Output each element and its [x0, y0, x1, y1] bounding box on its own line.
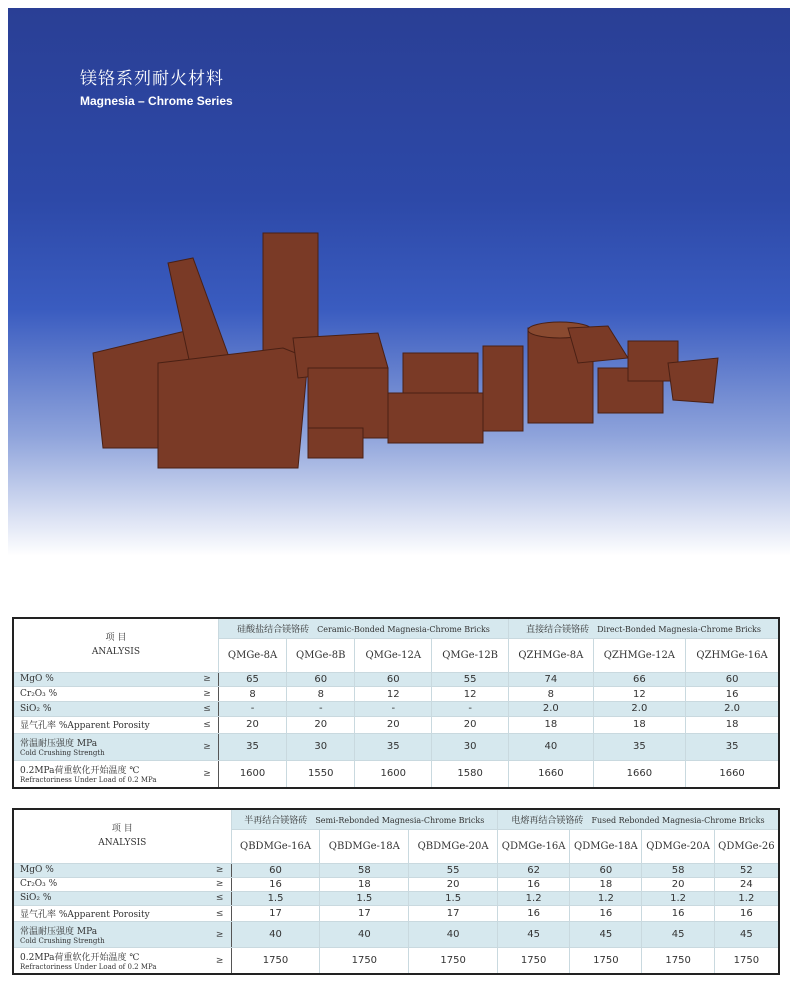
table-cell: 35 — [686, 733, 779, 760]
table-cell: 35 — [355, 733, 432, 760]
hero-banner — [8, 8, 790, 556]
row-comparator: ≥ — [196, 672, 219, 687]
row-label-text: SiO₂ % — [20, 703, 52, 714]
table-cell: 24 — [714, 877, 779, 891]
row-label-text: 显气孔率 %Apparent Porosity — [20, 721, 150, 732]
table-cell: 1750 — [570, 948, 642, 974]
table-row — [13, 891, 779, 905]
group-header — [218, 618, 508, 638]
model-header: QMGe-12A — [355, 638, 432, 672]
table-cell: 12 — [432, 687, 509, 702]
table-cell: 74 — [509, 672, 593, 687]
table-cell: 16 — [686, 687, 779, 702]
table-cell: 1.5 — [320, 891, 409, 905]
table-cell: 18 — [320, 877, 409, 891]
hero-title: 镁铬系列耐火材料 — [80, 69, 224, 89]
table-cell: 40 — [409, 922, 498, 948]
row-comparator: ≤ — [209, 905, 232, 921]
model-header: QBDMGe-16A — [231, 829, 320, 863]
row-comparator: ≥ — [209, 948, 232, 974]
row-label-text: Cr₂O₃ % — [20, 879, 58, 890]
row-label — [13, 863, 209, 877]
table-cell: 55 — [409, 863, 498, 877]
table-cell: 17 — [320, 905, 409, 921]
row-comparator: ≤ — [209, 891, 232, 905]
table-cell: 18 — [593, 716, 686, 733]
table-row — [13, 905, 779, 921]
table-row — [13, 716, 779, 733]
table-cell: 17 — [409, 905, 498, 921]
table-cell: 58 — [642, 863, 714, 877]
group-title-cn: 半再结合镁铬砖 — [244, 815, 308, 826]
analysis-header — [13, 618, 218, 672]
table-cell: 2.0 — [509, 701, 593, 716]
table-row — [13, 922, 779, 948]
row-label-en: Refractoriness Under Load of 0.2 MPa — [20, 963, 157, 972]
row-label-text: 0.2MPa荷重软化开始温度 ℃ — [20, 766, 140, 777]
table-cell: 60 — [231, 863, 320, 877]
table-cell: 20 — [642, 877, 714, 891]
model-header: QDMGe-26 — [714, 829, 779, 863]
group-title-cn: 电熔再结合镁铬砖 — [511, 815, 584, 826]
row-label — [13, 687, 196, 702]
table-cell: 16 — [570, 905, 642, 921]
row-label — [13, 891, 209, 905]
table-cell: - — [355, 701, 432, 716]
table-cell: 1750 — [231, 948, 320, 974]
group-title-en: Direct-Bonded Magnesia-Chrome Bricks — [597, 624, 761, 634]
row-label-text: 常温耐压强度 MPa — [20, 927, 98, 938]
model-header: QMGe-8A — [218, 638, 286, 672]
model-header: QMGe-12B — [432, 638, 509, 672]
table-cell: 45 — [642, 922, 714, 948]
model-header: QZHMGe-16A — [686, 638, 779, 672]
row-label-text: MgO % — [20, 674, 54, 685]
table-cell: 1.2 — [642, 891, 714, 905]
table-cell: 18 — [686, 716, 779, 733]
model-header: QZHMGe-8A — [509, 638, 593, 672]
table-cell: 35 — [218, 733, 286, 760]
table-row — [13, 877, 779, 891]
analysis-cn: 项 目 — [105, 633, 127, 644]
table-cell: 12 — [593, 687, 686, 702]
table-cell: 55 — [432, 672, 509, 687]
table-cell: 20 — [218, 716, 286, 733]
table-cell: 1660 — [593, 760, 686, 788]
table-cell: 1750 — [320, 948, 409, 974]
group-header — [231, 809, 497, 829]
table-cell: 1580 — [432, 760, 509, 788]
analysis-header — [13, 809, 231, 863]
row-comparator: ≥ — [196, 733, 219, 760]
table-cell: 1.2 — [570, 891, 642, 905]
hero-subtitle: Magnesia – Chrome Series — [80, 94, 233, 108]
row-comparator: ≥ — [209, 863, 232, 877]
row-label — [13, 716, 196, 733]
table-cell: 30 — [432, 733, 509, 760]
group-title-cn: 直接结合镁铬砖 — [526, 624, 590, 635]
group-title-en: Ceramic-Bonded Magnesia-Chrome Bricks — [317, 624, 490, 634]
row-label-en: Refractoriness Under Load of 0.2 MPa — [20, 776, 157, 785]
table-cell: - — [287, 701, 355, 716]
table-cell: 40 — [320, 922, 409, 948]
row-label-text: MgO % — [20, 865, 54, 876]
table-cell: 16 — [498, 905, 570, 921]
table-cell: 20 — [355, 716, 432, 733]
row-label-text: 显气孔率 %Apparent Porosity — [20, 910, 150, 920]
table-cell: 1.2 — [714, 891, 779, 905]
analysis-cn: 项 目 — [111, 824, 133, 835]
table-cell: 1600 — [218, 760, 286, 788]
table-row — [13, 760, 779, 788]
row-label-en: Cold Crushing Strength — [20, 937, 105, 946]
model-header: QBDMGe-20A — [409, 829, 498, 863]
table-cell: 45 — [570, 922, 642, 948]
table-row — [13, 733, 779, 760]
table-cell: 16 — [498, 877, 570, 891]
table-cell: 60 — [287, 672, 355, 687]
table-cell: 1660 — [509, 760, 593, 788]
table-cell: 1.2 — [498, 891, 570, 905]
table-row — [13, 948, 779, 974]
table-cell: 2.0 — [686, 701, 779, 716]
row-comparator: ≥ — [196, 760, 219, 788]
table-cell: 1600 — [355, 760, 432, 788]
row-label — [13, 701, 196, 716]
table-cell: 1750 — [409, 948, 498, 974]
table-cell: 30 — [287, 733, 355, 760]
row-label-text: Cr₂O₃ % — [20, 689, 58, 700]
group-title-en: Semi-Rebonded Magnesia-Chrome Bricks — [315, 815, 485, 825]
table-cell: 60 — [355, 672, 432, 687]
group-title-en: Fused Rebonded Magnesia-Chrome Bricks — [591, 815, 765, 825]
table-cell: 45 — [498, 922, 570, 948]
row-label — [13, 760, 196, 788]
table-row — [13, 701, 779, 716]
table-cell: 8 — [218, 687, 286, 702]
row-comparator: ≥ — [209, 922, 232, 948]
table-cell: 8 — [287, 687, 355, 702]
row-label-text: 0.2MPa荷重软化开始温度 ℃ — [20, 953, 140, 964]
row-label — [13, 877, 209, 891]
table-cell: 1660 — [686, 760, 779, 788]
table-cell: 62 — [498, 863, 570, 877]
table-cell: 40 — [231, 922, 320, 948]
table-cell: 66 — [593, 672, 686, 687]
row-label — [13, 672, 196, 687]
row-label-en: Cold Crushing Strength — [20, 749, 105, 758]
table-row — [13, 863, 779, 877]
row-label-text: SiO₂ % — [20, 893, 52, 904]
table-cell: 16 — [642, 905, 714, 921]
table-cell: 1.5 — [409, 891, 498, 905]
model-header: QZHMGe-12A — [593, 638, 686, 672]
row-label — [13, 905, 209, 921]
table-cell: 20 — [432, 716, 509, 733]
table-cell: 45 — [714, 922, 779, 948]
model-header: QDMGe-16A — [498, 829, 570, 863]
table-cell: 1550 — [287, 760, 355, 788]
table-cell: 18 — [570, 877, 642, 891]
table-cell: 12 — [355, 687, 432, 702]
model-header: QDMGe-20A — [642, 829, 714, 863]
analysis-en: ANALYSIS — [91, 647, 141, 658]
table-cell: - — [218, 701, 286, 716]
table-cell: 40 — [509, 733, 593, 760]
table-cell: 1750 — [714, 948, 779, 974]
row-label — [13, 922, 209, 948]
model-header: QMGe-8B — [287, 638, 355, 672]
row-comparator: ≤ — [196, 716, 219, 733]
rebonded-table — [12, 808, 780, 975]
group-title-cn: 硅酸盐结合镁铬砖 — [237, 624, 310, 635]
table-cell: 60 — [686, 672, 779, 687]
row-label — [13, 733, 196, 760]
row-comparator: ≤ — [196, 701, 219, 716]
ceramic-direct-bonded-table — [12, 617, 780, 789]
table-cell: 18 — [509, 716, 593, 733]
table-row — [13, 687, 779, 702]
model-header: QBDMGe-18A — [320, 829, 409, 863]
table-cell: 1.5 — [231, 891, 320, 905]
table-cell: 2.0 — [593, 701, 686, 716]
table-cell: 1750 — [498, 948, 570, 974]
table-cell: 35 — [593, 733, 686, 760]
table-cell: 16 — [231, 877, 320, 891]
table-cell: 8 — [509, 687, 593, 702]
row-comparator: ≥ — [196, 687, 219, 702]
group-header — [498, 809, 779, 829]
analysis-en: ANALYSIS — [98, 838, 147, 849]
table-cell: 1750 — [642, 948, 714, 974]
row-label-text: 常温耐压强度 MPa — [20, 739, 98, 750]
table-cell: 58 — [320, 863, 409, 877]
bricks-photo — [8, 8, 790, 556]
table-cell: 16 — [714, 905, 779, 921]
row-label — [13, 948, 209, 974]
table-cell: 20 — [287, 716, 355, 733]
table-row — [13, 672, 779, 687]
group-header — [509, 618, 779, 638]
table-cell: - — [432, 701, 509, 716]
table-cell: 52 — [714, 863, 779, 877]
table-cell: 17 — [231, 905, 320, 921]
table-cell: 60 — [570, 863, 642, 877]
table-cell: 65 — [218, 672, 286, 687]
model-header: QDMGe-18A — [570, 829, 642, 863]
row-comparator: ≥ — [209, 877, 232, 891]
table-cell: 20 — [409, 877, 498, 891]
